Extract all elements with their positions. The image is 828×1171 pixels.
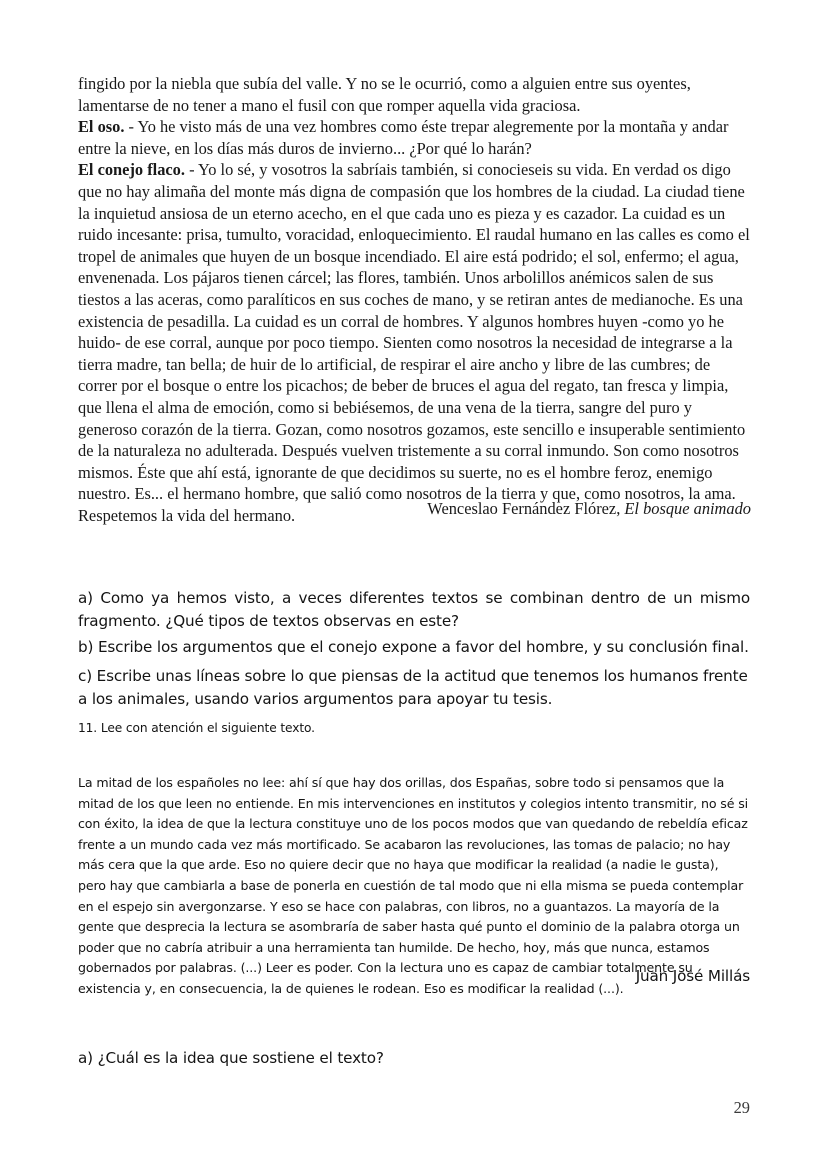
exercise-instruction-11: 11. Lee con atención el siguiente texto. xyxy=(78,721,315,735)
attribution-work-title: El bosque animado xyxy=(624,499,751,518)
final-question-a: a) ¿Cuál es la idea que sostiene el texto? xyxy=(78,1049,384,1067)
speaker-separator-oso: - xyxy=(124,117,138,137)
exercise-item-b: b) Escribe los argumentos que el conejo expone a favor del hombre, y su conclusión final. xyxy=(78,638,749,656)
narrative-opening-paragraph: fingido por la niebla que subía del valle. Y no se le ocurrió, como a alguien entre sus oyentes, lamentarse de no tener a mano el fusil con que romper aquella vida graciosa. xyxy=(78,74,691,115)
quoted-passage-text: La mitad de los españoles no lee: ahí sí que hay dos orillas, dos Españas, sobre todo si pensamos que la mitad de los que leen no entiende. En mis intervenciones en institutos y colegios intento transmitir, no sé si con éxito, la idea de que la lectura constituye uno de los pocos modos que van quedando de rebeldía eficaz frente a un mundo cada vez más mortificado. Se acabaron las revoluciones, las tomas de palacio; no hay más cera que la que arde. Eso no quiere decir que no haya que modificar la realidad (a nadie le gusta), pero hay que cambiarla a base de ponerla en cuestión de tal modo que ni ella misma se pueda contemplar en el espejo sin avergonzarse. Y eso se hace con palabras, con libros, no a guantazos. La mayoría de la gente que desprecia la lectura se asombraría de saber hasta qué punto el dominio de la palabra otorga un poder que no cabría atribuir a una herramienta tan humilde. De hecho, hoy, más que nunca, estamos gobernados por palabras. (...) Leer es poder. Con la lectura uno es capaz de cambiar totalmente su existencia y, en consecuencia, la de quienes le rodean. Eso es modificar la realidad (...). xyxy=(78,775,749,996)
dialogue-text-conejo: Yo lo sé, y vosotros la sabríais también, si conocieseis su vida. En verdad os digo que no hay alimaña del monte más digna de compasión que los hombres de la ciudad. La ciudad tiene la inquietud ansiosa de un eterno acecho, en el que cada uno es pieza y es cazador. La cuidad es un ruido incesante: prisa, tumulto, voracidad, enloquecimiento. El raudal humano en las calles es como el tropel de animales que huyen de un bosque incendiado. El aire está podrido; el sol, enfermo; el agua, envenenada. Los pájaros tienen cárcel; las flores, también. Unos arbolillos anémicos salen de sus tiestos a las aceras, como paralíticos en sus coches de mano, y se retiran antes de medianoche. Es una existencia de pesadilla. La cuidad es un corral de hombres. Y algunos hombres huyen -como yo he huido- de ese corral, aunque por poco tiempo. Sienten como nosotros la necesidad de integrarse a la tierra madre, tan bella; de huir de lo artificial, de respirar el aire ancho y libre de las cumbres; de correr por el bosque o entre los picachos; de beber de bruces el agua del regato, tan fresca y limpia, que llena el alma de emoción, como si bebiésemos, de una vena de la tierra, sangre del puro y generoso corazón de la tierra. Gozan, como nosotros gozamos, este sencillo e insuperable sentimiento de la naturaleza no adulterada. Después vuelven tristemente a su corral inmundo. Son como nosotros mismos. Éste que ahí está, ignorante de que decidimos su suerte, no es el hombre feroz, enemigo nuestro. Es... el hermano hombre, que salió como nosotros de la tierra y que, como nosotros, la ama. Respetemos la vida del hermano. xyxy=(78,160,750,525)
narrative-attribution xyxy=(78,498,751,520)
speaker-separator-conejo: - xyxy=(184,160,199,180)
speaker-label-oso: El oso. xyxy=(78,117,125,137)
dialogue-line-conejo xyxy=(78,159,751,526)
exercise-item-a: a) Como ya hemos visto, a veces diferentes textos se combinan dentro de un mismo fragmento. ¿Qué tipos de textos observas en este? xyxy=(78,589,750,630)
attribution-author: Wenceslao Fernández Flórez, xyxy=(427,499,621,518)
quoted-passage-author: Juan José Millás xyxy=(635,967,750,985)
speaker-label-conejo: El conejo flaco. xyxy=(78,160,185,180)
narrative-text-block xyxy=(78,73,751,526)
exercise-item-c: c) Escribe unas líneas sobre lo que piensas de la actitud que tenemos los humanos frente a los animales, usando varios argumentos para apoyar tu tesis. xyxy=(78,667,748,708)
dialogue-text-oso: Yo he visto más de una vez hombres como éste trepar alegremente por la montaña y andar entre la nieve, en los días más duros de invierno... ¿Por qué lo harán? xyxy=(78,117,729,158)
page-number: 29 xyxy=(733,1098,750,1117)
dialogue-line-oso xyxy=(78,116,751,159)
